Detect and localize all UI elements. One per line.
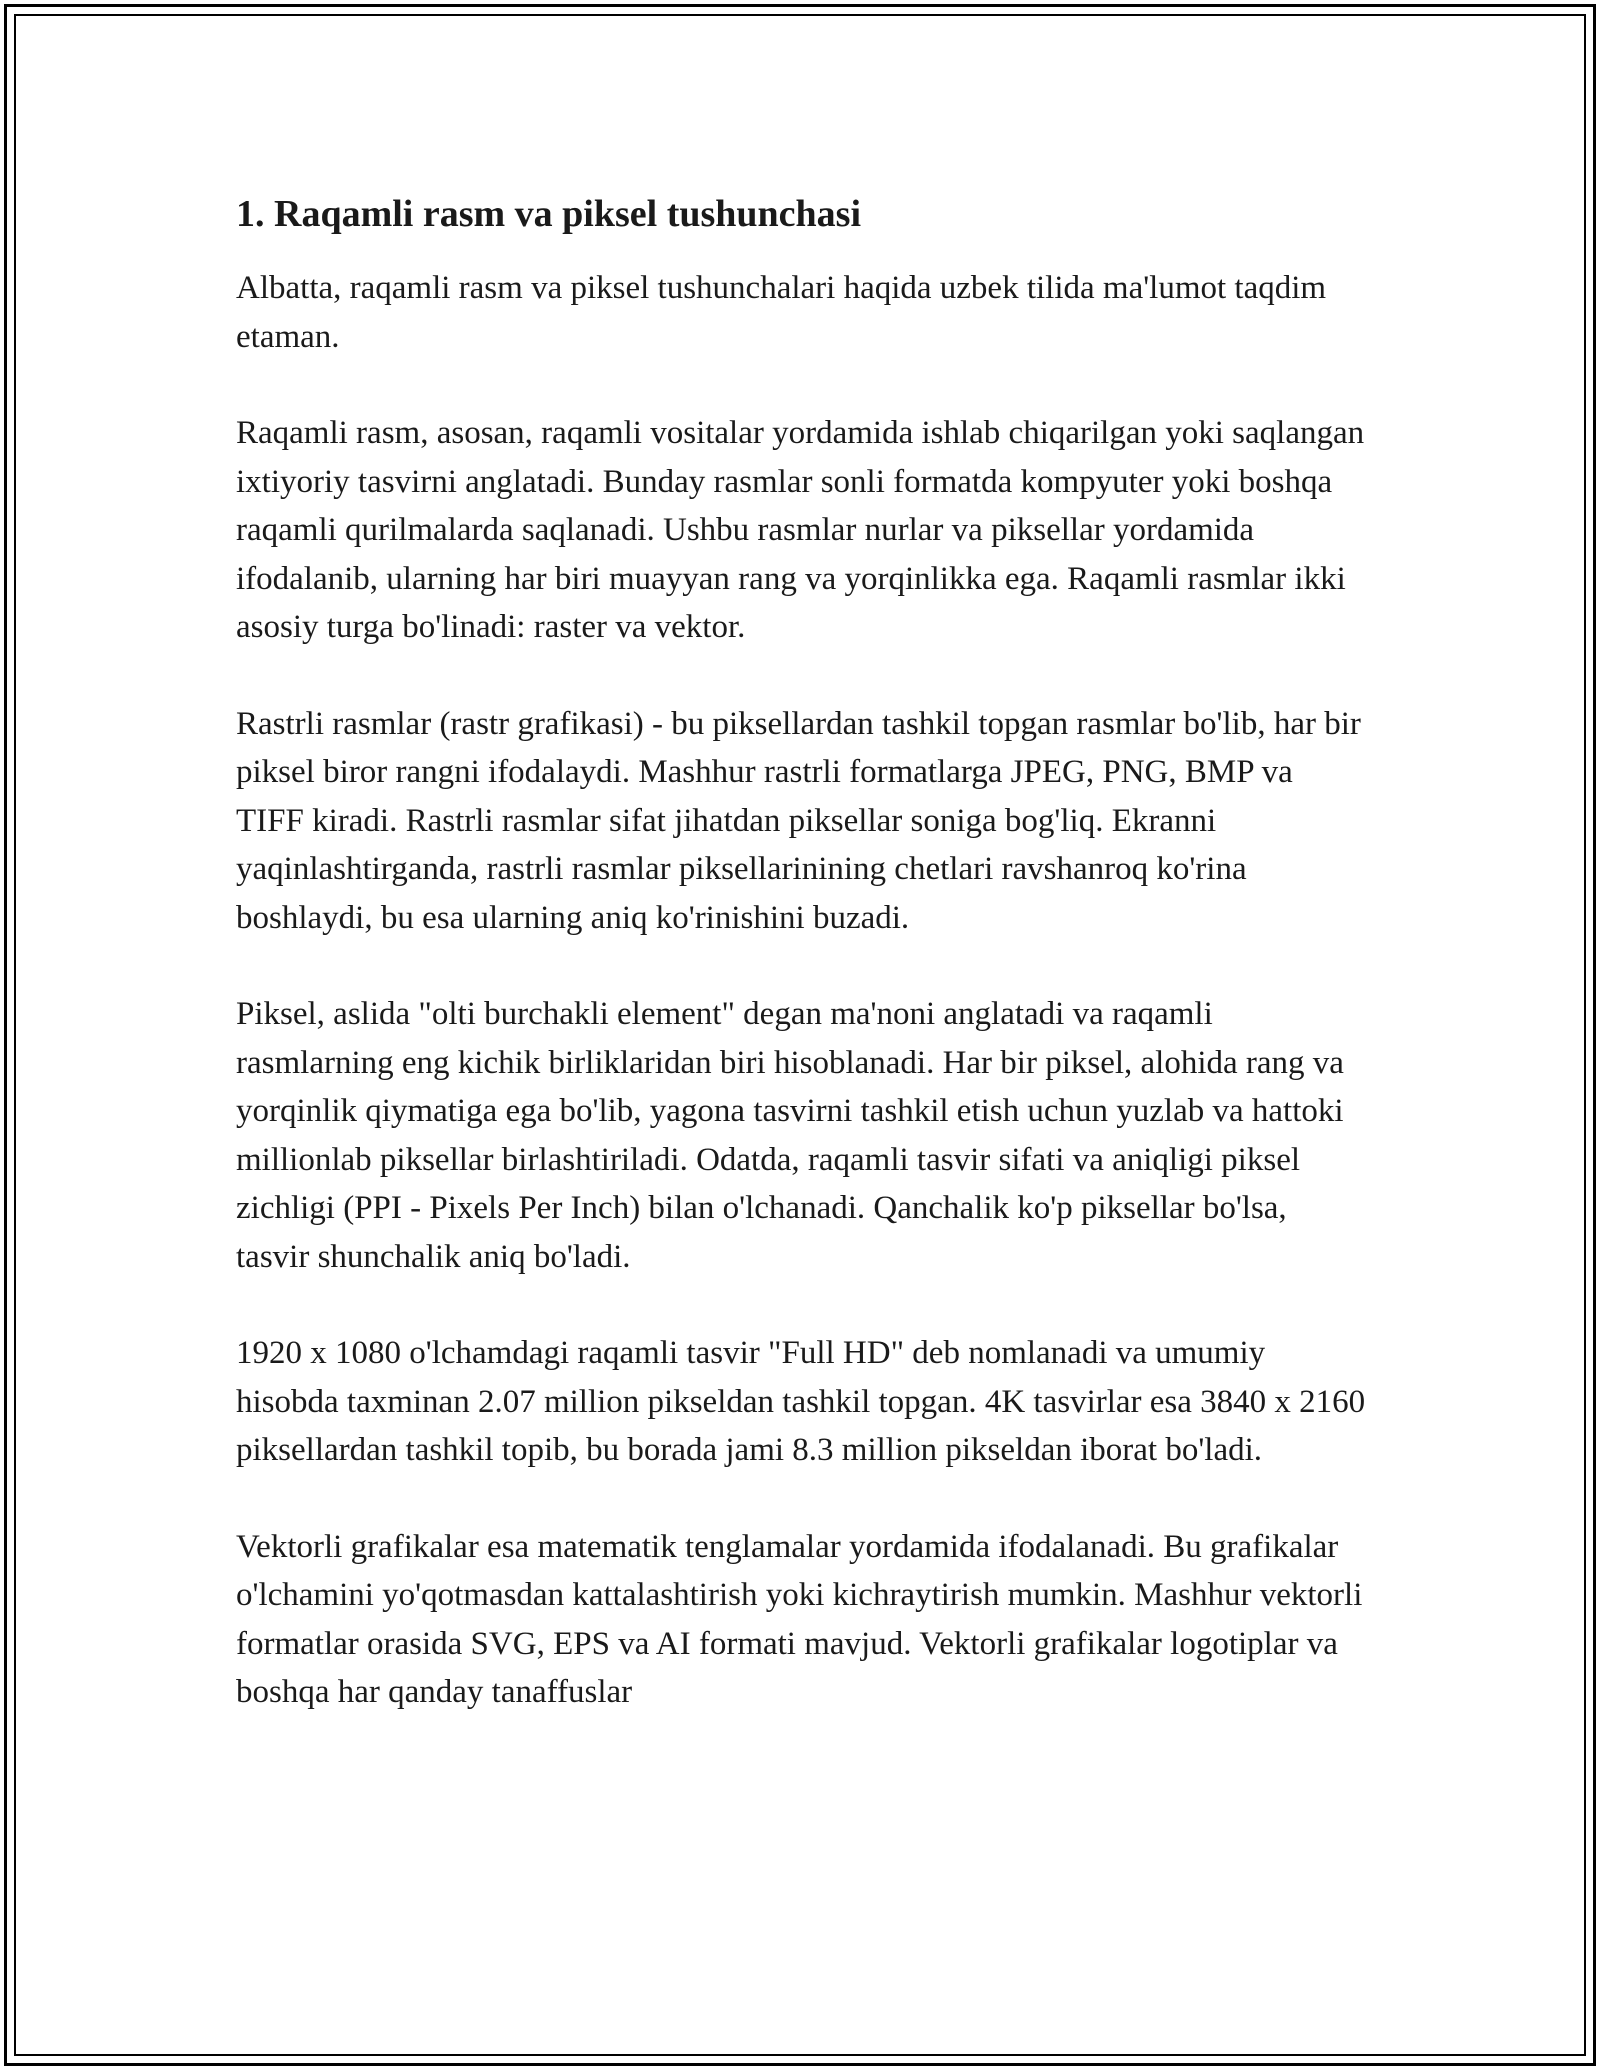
paragraph-pixel: Piksel, aslida "olti burchakli element" degan ma'noni anglatadi va raqamli rasmlarning eng kichik birliklaridan biri hisoblanadi. Har bir piksel, alohida rang va yorqinlik qiymatiga ega bo'lib, yagona tasvirni tashkil etish uchun yuzlab va hattoki millionlab piksellar birlashtiriladi. Odatda, raqamli tasvir sifati va aniqligi piksel zichligi (PPI - Pixels Per Inch) bilan o'lchanadi. Qanchalik ko'p piksellar bo'lsa, tasvir shunchalik aniq bo'ladi. (236, 996, 1344, 1275)
paragraph-raster: Rastrli rasmlar (rastr grafikasi) - bu piksellardan tashkil topgan rasmlar bo'lib, har bir piksel biror rangni ifodalaydi. Mashhur rastrli formatlarga JPEG, PNG, BMP va TIFF kiradi. Rastrli rasmlar sifat jihatdan piksellar soniga bog'liq. Ekranni yaqinlashtirganda, rastrli rasmlar piksellarinining chetlari ravshanroq ko'rina boshlaydi, bu esa ularning aniq ko'rinishini buzadi. (236, 705, 1361, 936)
document-body (236, 186, 1366, 1765)
paragraph-digital-image: Raqamli rasm, asosan, raqamli vositalar yordamida ishlab chiqarilgan yoki saqlangan ixtiyoriy tasvirni anglatadi. Bunday rasmlar sonli formatda kompyuter yoki boshqa raqamli qurilmalarda saqlanadi. Ushbu rasmlar nurlar va piksellar yordamida ifodalanib, ularning har biri muayyan rang va yorqinlikka ega. Raqamli rasmlar ikki asosiy turga bo'linadi: raster va vektor. (236, 415, 1365, 645)
section-heading: 1. Raqamli rasm va piksel tushunchasi (236, 193, 862, 235)
paragraph-resolution: 1920 x 1080 o'lchamdagi raqamli tasvir "Full HD" deb nomlanadi va umumiy hisobda taxminan 2.07 million pikseldan tashkil topgan. 4K tasvirlar esa 3840 x 2160 piksellardan tashkil topib, bu borada jami 8.3 million pikseldan iborat bo'ladi. (236, 1335, 1366, 1468)
paragraph-vector: Vektorli grafikalar esa matematik tenglamalar yordamida ifodalanadi. Bu grafikalar o'lchamini yo'qotmasdan kattalashtirish yoki kichraytirish mumkin. Mashhur vektorli formatlar orasida SVG, EPS va AI formati mavjud. Vektorli grafikalar logotiplar va boshqa har qanday tanaffuslar (236, 1528, 1363, 1710)
paragraph-intro: Albatta, raqamli rasm va piksel tushunchalari haqida uzbek tilida ma'lumot taqdim etaman. (236, 270, 1327, 355)
